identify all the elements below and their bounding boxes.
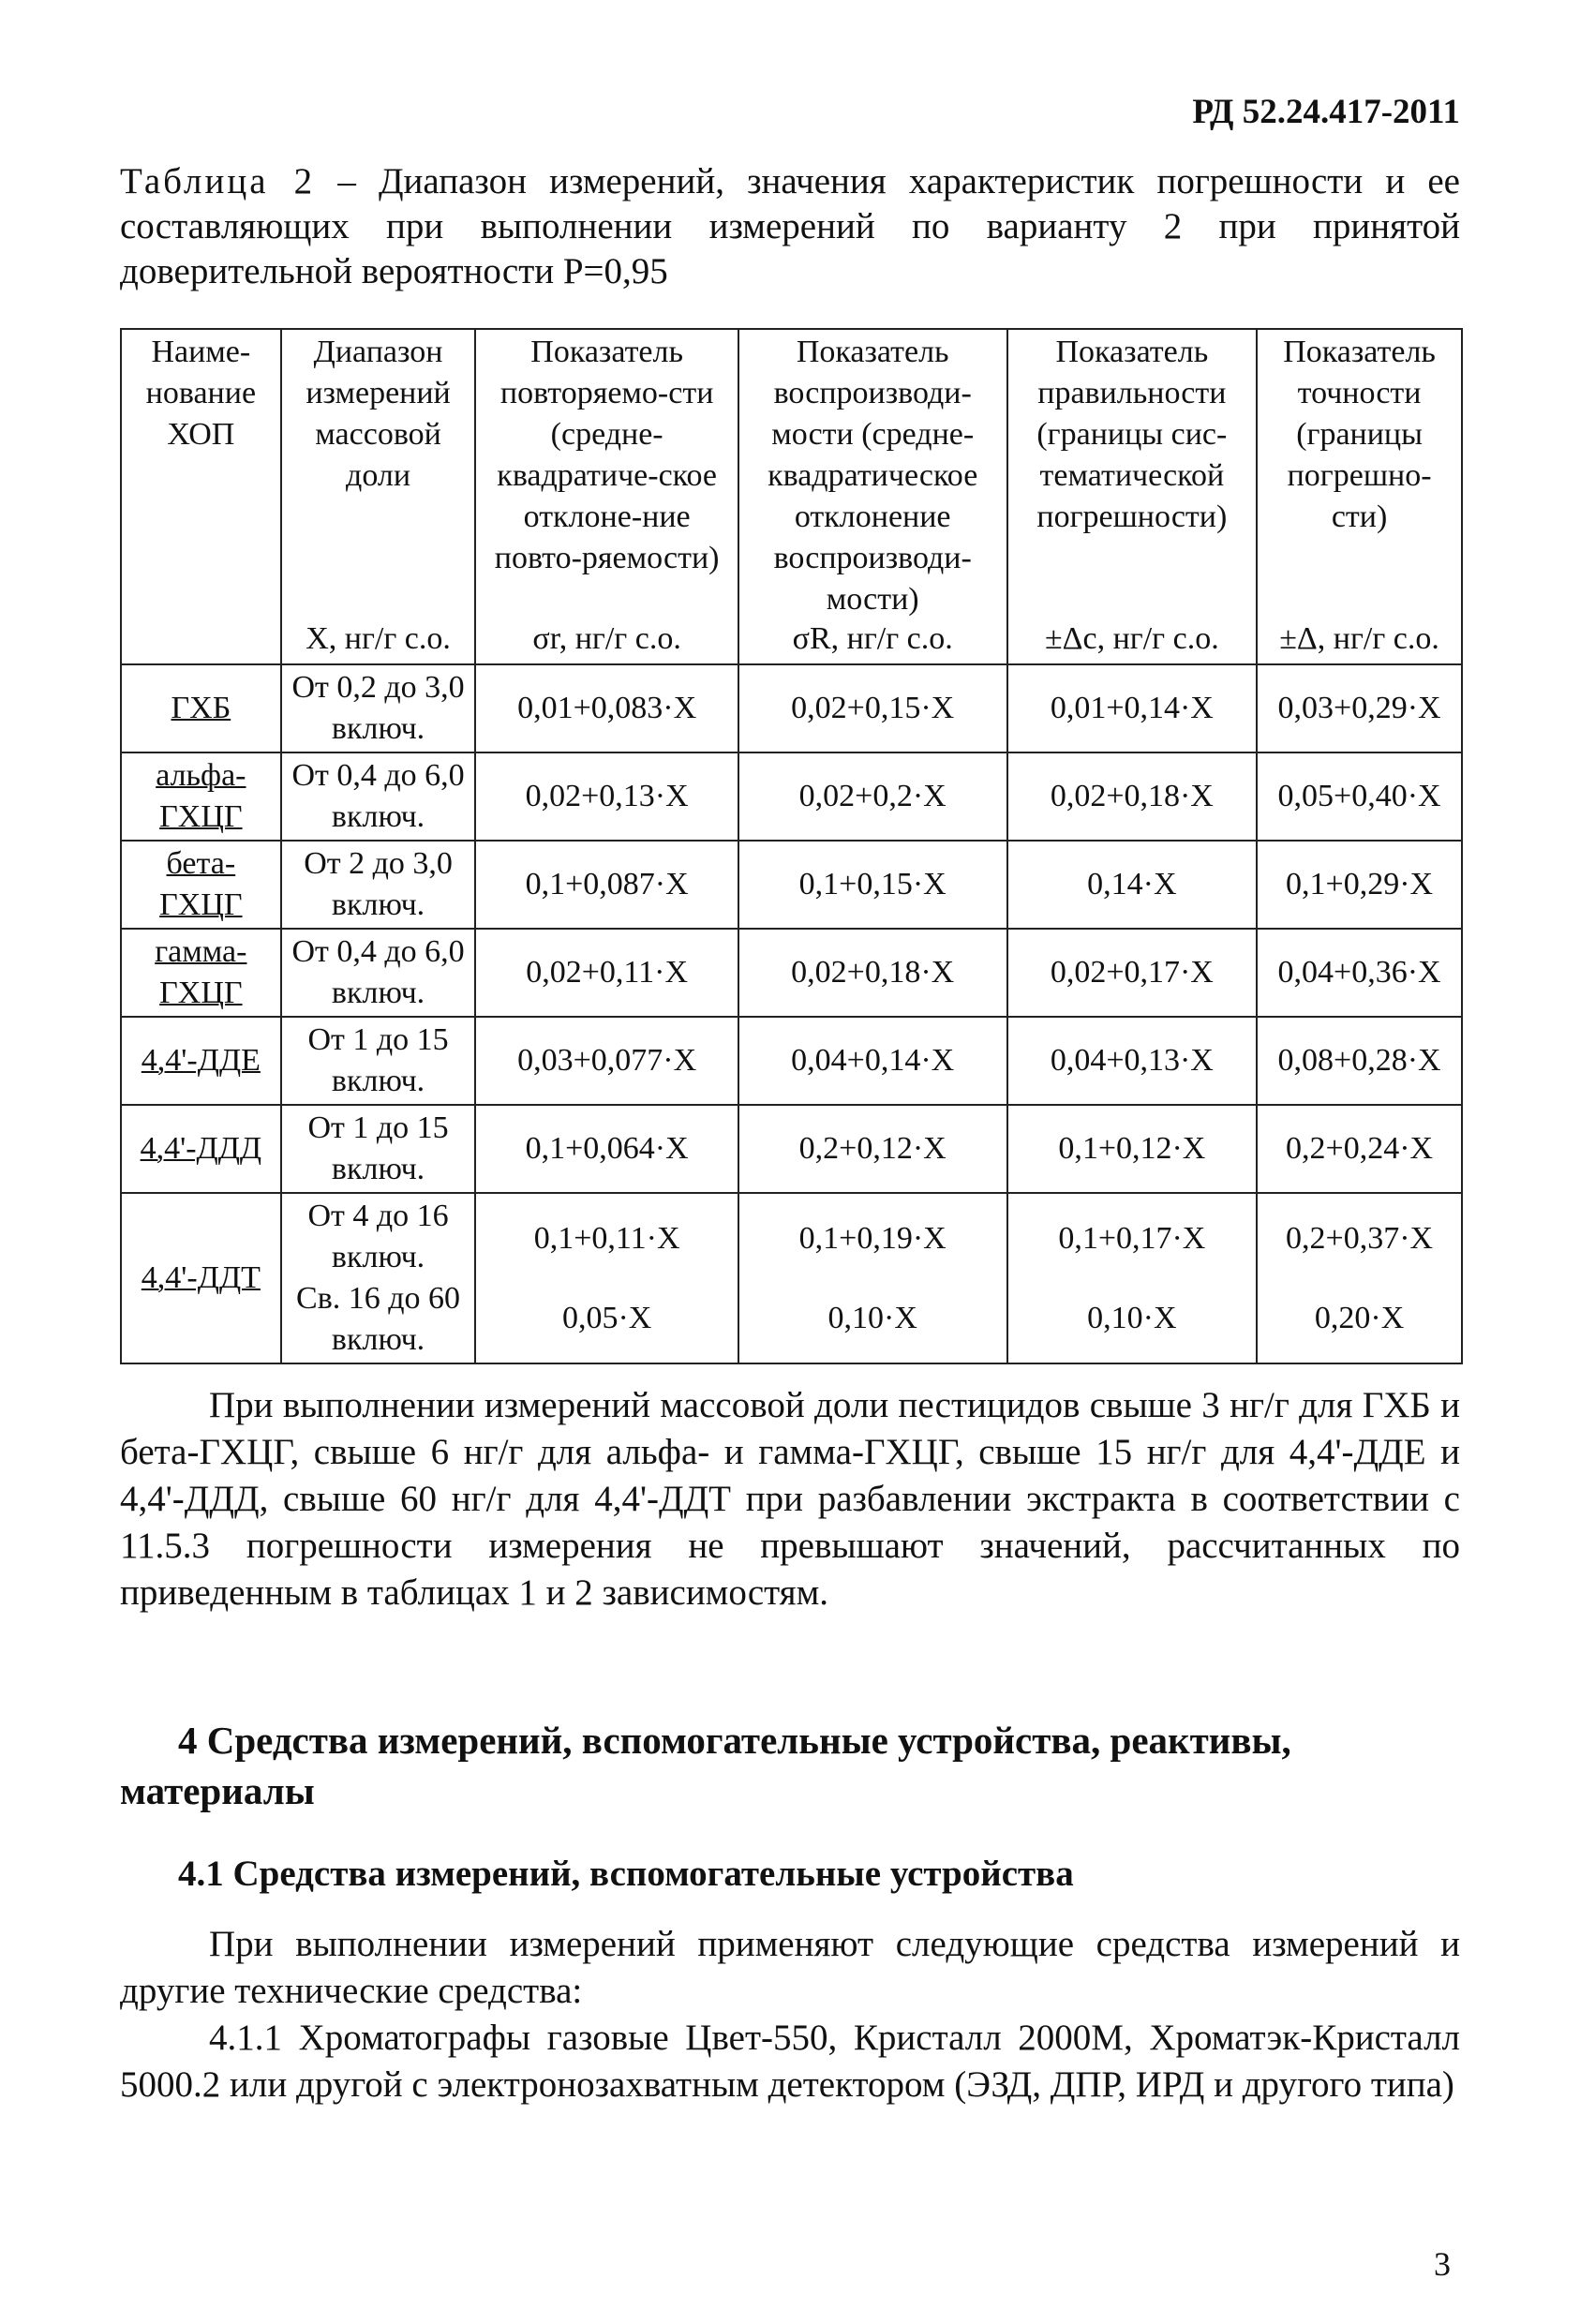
- cell-range: От 0,4 до 6,0 включ.: [281, 752, 476, 841]
- cell-name: бета-ГХЦГ: [121, 841, 281, 929]
- cell-trueness: 0,1+0,12·X: [1007, 1105, 1258, 1193]
- cell-accuracy: 0,05+0,40·X: [1257, 752, 1462, 841]
- cell-repeatability: 0,02+0,11·X: [475, 929, 738, 1017]
- cell-value: 0,1+0,17·X: [1058, 1221, 1206, 1256]
- cell-repeatability: [475, 1193, 738, 1363]
- cell-accuracy: 0,2+0,24·X: [1257, 1105, 1462, 1193]
- table-header-row: [121, 329, 1462, 664]
- cell-value: 0,20·X: [1314, 1301, 1405, 1335]
- cell-trueness: 0,02+0,18·X: [1007, 752, 1258, 841]
- cell-accuracy: 0,03+0,29·X: [1257, 664, 1462, 752]
- cell-value: 0,10·X: [827, 1301, 917, 1335]
- header-cell-name: Наиме-нование ХОП: [121, 329, 281, 664]
- table-row: [121, 664, 1462, 752]
- table-row: [121, 752, 1462, 841]
- cell-reproducibility: 0,02+0,15·X: [738, 664, 1007, 752]
- table-caption-text: – Диапазон измерений, значения характеристик погрешности и ее составляющих при выполнении измерений по варианту 2 при принятой доверительной вероятности Р=0,95: [120, 161, 1460, 291]
- header-cell-accuracy: Показатель точности (границы погрешно-сти) ±Δ, нг/г с.о.: [1257, 329, 1462, 664]
- table-caption: [120, 159, 1460, 294]
- cell-reproducibility: 0,02+0,2·X: [738, 752, 1007, 841]
- cell-name: 4,4'-ДДЕ: [121, 1017, 281, 1105]
- cell-range-part: Св. 16 до 60 включ.: [296, 1281, 461, 1357]
- cell-range: От 0,4 до 6,0 включ.: [281, 929, 476, 1017]
- section-heading-4: 4 Средства измерений, вспомогательные устройства, реактивы, материалы: [120, 1719, 1291, 1812]
- cell-value: 0,10·X: [1087, 1301, 1177, 1335]
- table-row: [121, 929, 1462, 1017]
- cell-range: От 0,2 до 3,0 включ.: [281, 664, 476, 752]
- cell-repeatability: 0,02+0,13·X: [475, 752, 738, 841]
- cell-repeatability: 0,03+0,077·X: [475, 1017, 738, 1105]
- header-cell-trueness: Показатель правильности (границы сис-тематической погрешности) ±Δс, нг/г с.о.: [1007, 329, 1258, 664]
- document-code: РД 52.24.417-2011: [1192, 93, 1460, 131]
- section-4-1-intro: При выполнении измерений применяют следующие средства измерений и другие технические средства:: [120, 1924, 1460, 2011]
- cell-reproducibility: 0,04+0,14·X: [738, 1017, 1007, 1105]
- cell-reproducibility: [738, 1193, 1007, 1363]
- cell-reproducibility: 0,02+0,18·X: [738, 929, 1007, 1017]
- cell-repeatability: 0,1+0,087·X: [475, 841, 738, 929]
- header-cell-range: Диапазон измерений массовой доли X, нг/г с.о.: [281, 329, 476, 664]
- cell-range: От 2 до 3,0 включ.: [281, 841, 476, 929]
- cell-range-part: От 4 до 16 включ.: [307, 1199, 449, 1274]
- cell-trueness: 0,02+0,17·X: [1007, 929, 1258, 1017]
- cell-trueness: 0,01+0,14·X: [1007, 664, 1258, 752]
- cell-trueness: [1007, 1193, 1258, 1363]
- cell-value: 0,2+0,37·X: [1286, 1221, 1434, 1256]
- table-caption-label: Таблица 2: [120, 161, 316, 201]
- cell-value: 0,1+0,19·X: [798, 1221, 947, 1256]
- cell-range: [281, 1193, 476, 1363]
- cell-accuracy: 0,08+0,28·X: [1257, 1017, 1462, 1105]
- table-row: [121, 841, 1462, 929]
- cell-accuracy: [1257, 1193, 1462, 1363]
- cell-value: 0,05·X: [561, 1301, 652, 1335]
- cell-value: 0,1+0,11·X: [533, 1221, 680, 1256]
- section-heading-4-1: 4.1 Средства измерений, вспомогательные устройства: [178, 1854, 1074, 1894]
- cell-range: От 1 до 15 включ.: [281, 1017, 476, 1105]
- cell-repeatability: 0,01+0,083·X: [475, 664, 738, 752]
- cell-accuracy: 0,1+0,29·X: [1257, 841, 1462, 929]
- cell-trueness: 0,14·X: [1007, 841, 1258, 929]
- measurement-table: [120, 328, 1463, 1364]
- cell-range: От 1 до 15 включ.: [281, 1105, 476, 1193]
- header-cell-repeatability: Показатель повторяемо-сти (средне-квадратиче-ское отклоне-ние повто-ряемости) σr, нг/г с.о.: [475, 329, 738, 664]
- cell-trueness: 0,04+0,13·X: [1007, 1017, 1258, 1105]
- dilution-note-paragraph: При выполнении измерений массовой доли пестицидов свыше 3 нг/г для ГХБ и бета-ГХЦГ, свыше 6 нг/г для альфа- и гамма-ГХЦГ, свыше 15 нг/г для 4,4'-ДДЕ и 4,4'-ДДД, свыше 60 нг/г для 4,4'-ДДТ при разбавлении экстракта в соответствии с 11.5.3 погрешности измерения не превышают значений, рассчитанных по приведенным в таблицах 1 и 2 зависимостям.: [120, 1385, 1460, 1613]
- cell-name: альфа-ГХЦГ: [121, 752, 281, 841]
- cell-name: ГХБ: [121, 664, 281, 752]
- header-cell-reproducibility: Показатель воспроизводи-мости (средне-квадратическое отклонение воспроизводи-мости) σR, нг/г с.о.: [738, 329, 1007, 664]
- table-row: [121, 1105, 1462, 1193]
- cell-repeatability: 0,1+0,064·X: [475, 1105, 738, 1193]
- item-4-1-1: 4.1.1 Хроматографы газовые Цвет-550, Кристалл 2000М, Хроматэк-Кристалл 5000.2 или другой с электронозахватным детектором (ЭЗД, ДПР, ИРД и другого типа): [120, 2018, 1460, 2105]
- cell-name: 4,4'-ДДТ: [121, 1193, 281, 1363]
- page-number: 3: [1434, 2245, 1451, 2283]
- table-row: [121, 1017, 1462, 1105]
- table-row: [121, 1193, 1462, 1363]
- cell-name: гамма-ГХЦГ: [121, 929, 281, 1017]
- cell-name: 4,4'-ДДД: [121, 1105, 281, 1193]
- cell-reproducibility: 0,2+0,12·X: [738, 1105, 1007, 1193]
- cell-accuracy: 0,04+0,36·X: [1257, 929, 1462, 1017]
- cell-reproducibility: 0,1+0,15·X: [738, 841, 1007, 929]
